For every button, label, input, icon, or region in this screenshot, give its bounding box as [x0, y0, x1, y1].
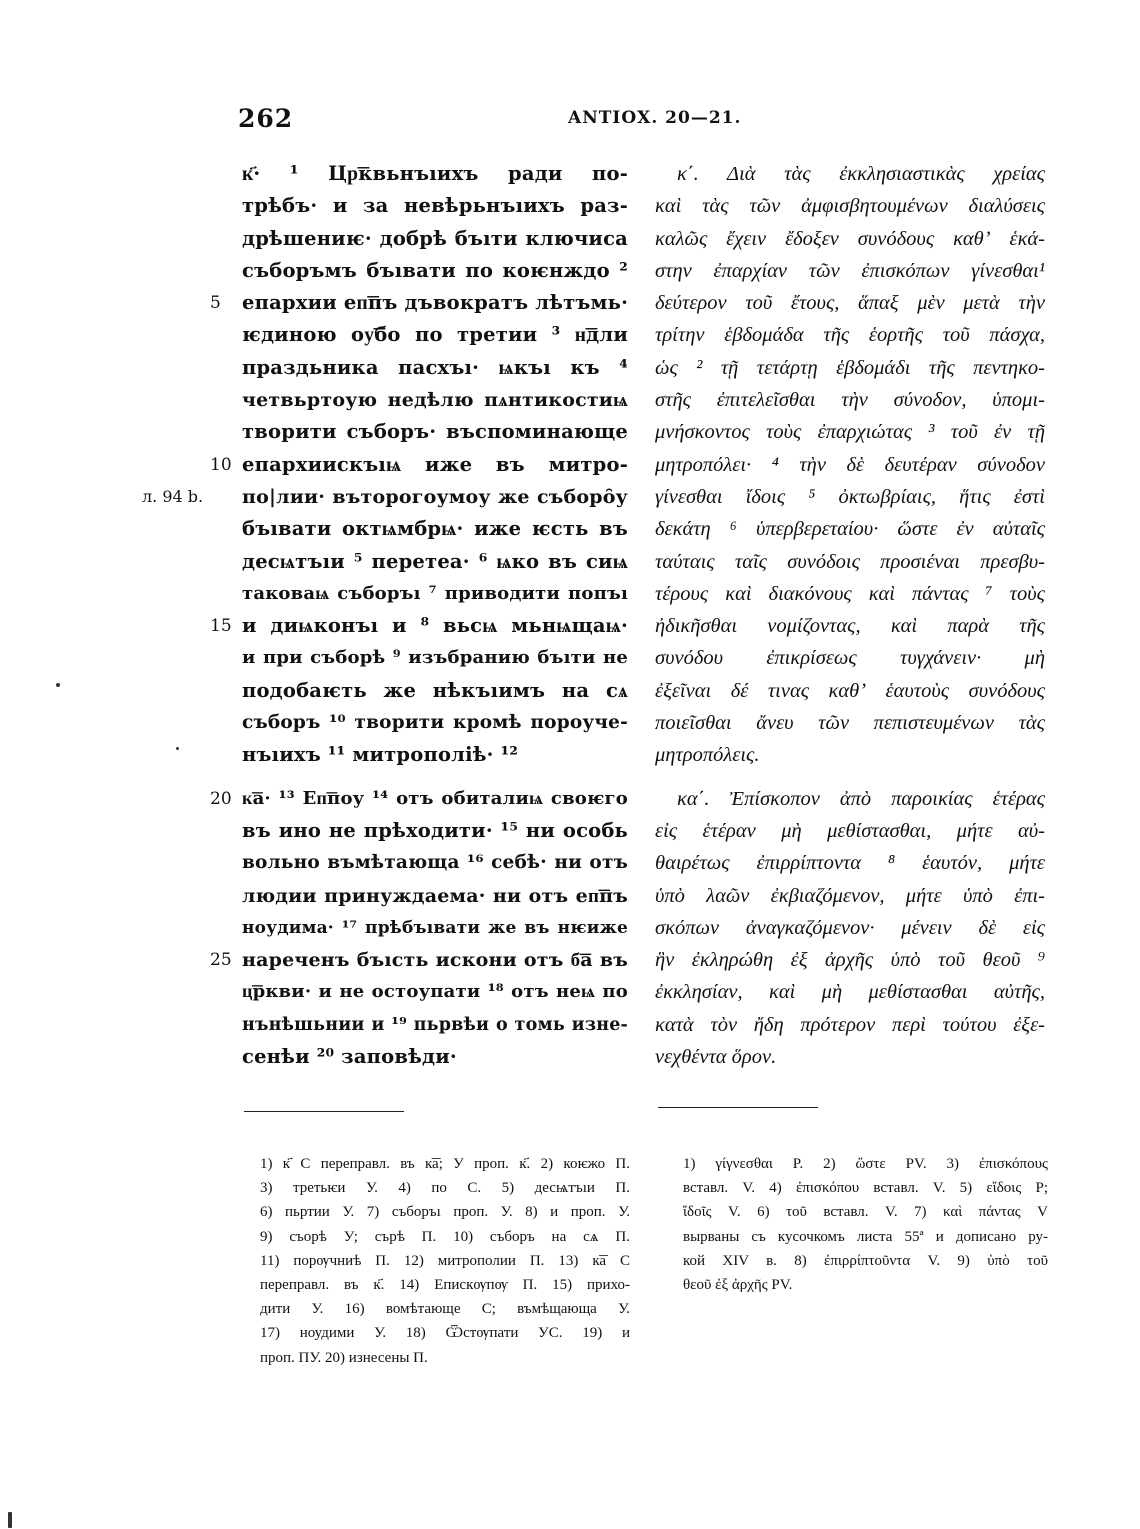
slavonic-line-text: трѣбъ· и за невѣрьнъıихъ раз-	[242, 194, 628, 218]
greek-line: σκόπων ἀναγκαζόμενον· μένειν δὲ εἰς	[655, 916, 1045, 939]
footnote-line: вставл. V. 4) ἐπισκόπου вставл. V. 5) εἴδοις P;	[683, 1180, 1048, 1197]
slavonic-line	[242, 1041, 628, 1073]
greek-line: νεχθέντα ὅρον.	[655, 1046, 777, 1069]
slavonic-line	[242, 384, 628, 416]
slavonic-line	[242, 642, 628, 674]
slavonic-line	[242, 675, 628, 707]
footnote-rule-left	[244, 1111, 404, 1112]
greek-line: θαιρέτως ἐπιρρίπτοντα ⁸ ἑαυτόν, μήτε	[655, 852, 1045, 875]
line-number: 10	[210, 454, 232, 475]
greek-line: δεύτερον τοῦ ἔτους, ἅπαξ μὲν μετὰ τὴν	[655, 292, 1045, 315]
greek-line: τρίτην ἑβδομάδα τῆς ἑορτῆς τοῦ πάσχα,	[655, 324, 1045, 347]
greek-line: καὶ τὰς τῶν ἀμφισβητουμένων διαλύσεις	[655, 195, 1045, 218]
slavonic-line	[242, 739, 628, 771]
slavonic-line	[242, 158, 628, 190]
greek-text-column	[655, 158, 1045, 1073]
footnote-line: перепрaвл. въ к҃. 14) Епискѹпѹ П. 15) прихо-	[260, 1276, 630, 1293]
slavonic-line-text: съборъмъ бъıвати по коѥнждо ²	[242, 258, 628, 282]
page-number: 262	[238, 104, 294, 133]
slavonic-line	[242, 352, 628, 384]
slavonic-line	[210, 610, 628, 642]
slavonic-line-text: людии принуждаема· ни отъ еп͞пъ	[242, 884, 628, 907]
slavonic-line	[242, 880, 628, 912]
footnotes-slavonic	[260, 1152, 630, 1370]
slavonic-line	[242, 416, 628, 448]
slavonic-line	[242, 190, 628, 222]
slavonic-line-text: праздьника пасхъı· ѩкъı къ ⁴	[242, 355, 628, 379]
slavonic-line-text: нъıихъ ¹¹ митрополiѣ· ¹²	[242, 743, 519, 767]
footnote-line: 1) γίγνεσθαι P. 2) ὥστε PV. 3) ἐπισκόπους	[683, 1156, 1048, 1172]
slavonic-line	[242, 546, 628, 578]
slavonic-line	[242, 223, 628, 255]
greek-line: καλῶς ἔχειν ἔδοξεν συνόδους καθʼ ἑκά-	[655, 227, 1045, 250]
line-number: 5	[210, 293, 221, 314]
greek-line: κατὰ τὸν ἤδη πρότερον περὶ τούτου ἐξε-	[655, 1013, 1045, 1036]
line-number: 25	[210, 950, 232, 971]
slavonic-line	[242, 976, 628, 1008]
greek-line: κ΄. Διὰ τὰς ἐκκλησιαστικὰς χρείας	[677, 163, 1045, 185]
line-number: 20	[210, 788, 232, 809]
slavonic-line	[142, 481, 628, 513]
slavonic-line-text: ѥдиною оу͞бо по третии ³ н͞дли	[242, 323, 628, 347]
slavonic-line-text: и при съборѣ ⁹ изъбранию бъıти не	[242, 647, 628, 669]
slavonic-line	[242, 513, 628, 545]
scan-speck	[56, 683, 60, 687]
greek-line: μητροπόλει· ⁴ τὴν δὲ δευτέραν σύνοδον	[655, 453, 1045, 476]
greek-line: γίνεσθαι ἴδοις ⁵ ὀκτωβρίαις, ἥτις ἐστὶ	[655, 485, 1045, 508]
scan-mark	[8, 1512, 12, 1528]
slavonic-line-text: подобаѥть же нѣкъıимъ на сѧ	[242, 678, 628, 702]
greek-line: ἣν ἐκληρώθη ἐξ ἀρχῆς ὑπὸ τοῦ θεοῦ ⁹	[655, 949, 1045, 972]
slavonic-line-text: сенѣи ²⁰ заповѣди·	[242, 1045, 457, 1069]
slavonic-line-text: десѩтъıи ⁵ перетеа· ⁶ ѩко въ сиѩ	[242, 549, 628, 573]
slavonic-line-text: епархии еп͞пъ дъвократъ лѣтъмь·	[242, 291, 629, 315]
slavonic-line	[242, 1009, 628, 1041]
slavonic-line	[210, 449, 628, 481]
slavonic-line-text: творити съборъ· въспоминающе	[242, 420, 628, 444]
footnote-line: проп. ПУ. 20) изнесены П.	[260, 1349, 428, 1366]
slavonic-line	[210, 287, 629, 319]
slavonic-line-text: съборъ ¹⁰ творити кромѣ пороучe-	[242, 712, 628, 734]
greek-line: μητροπόλεις.	[655, 744, 760, 767]
slavonic-line	[242, 578, 628, 610]
slavonic-text-column	[142, 158, 629, 1073]
footnote-line: 9) съорѣ У; сърѣ П. 10) съборъ на сѧ П.	[260, 1228, 630, 1245]
slavonic-line-text: епархиискъıѩ иже въ митро-	[242, 452, 628, 476]
slavonic-line-text: бъıвати октѩмбрѩ· иже ѥсть въ	[242, 517, 628, 541]
footnote-rule-right	[658, 1107, 818, 1108]
running-head: ΑΝΤΙΟΧ. 20—21.	[568, 108, 742, 128]
slavonic-line	[242, 847, 628, 879]
scan-speck	[176, 747, 179, 750]
greek-line: ἐκκλησίαν, καὶ μὴ μεθίστασθαι αὐτῆς,	[655, 981, 1045, 1004]
slavonic-line-text: въ ино не прѣходити· ¹⁵ ни особь	[242, 818, 628, 842]
slavonic-line-text: нареченъ бъıсть искони отъ б͞а въ	[242, 949, 628, 972]
slavonic-line	[242, 319, 628, 351]
slavonic-line	[242, 255, 628, 287]
greek-line: ὡς ² τῇ τετάρτῃ ἑβδομάδι τῆς πεντηκο-	[655, 356, 1045, 379]
slavonic-line-text: четвьртоую недѣлю пѧнтикостиѩ	[242, 389, 628, 412]
footnote-line: вырваны съ кусочкомъ листа 55ª и дописано ру-	[683, 1228, 1048, 1245]
greek-line: στῆς ἐπιτελεῖσθαι τὴν σύνοδον, ὑπομι-	[655, 389, 1045, 412]
footnote-line: кой XIV в. 8) ἐπιρρίπτοῦντα V. 9) ὑπὸ τοῦ	[683, 1252, 1048, 1269]
footnote-line: ἴδοῖς V. 6) τοῦ вставл. V. 7) καὶ πάντας V	[683, 1204, 1048, 1221]
greek-line: ποιεῖσθαι ἄνευ τῶν πεπιστευμένων τὰς	[655, 712, 1045, 735]
greek-line: ἐξεῖναι δέ τινας καθʼ ἑαυτοὺς συνόδους	[655, 679, 1045, 702]
slavonic-line-text: ноудима· ¹⁷ прѣбъıвати же въ нѥиже	[242, 917, 628, 938]
slavonic-line-text: дрѣшениѥ· добрѣ бъıти ключиса	[242, 226, 628, 250]
folio-reference: л. 94 b.	[142, 486, 204, 506]
footnote-line: дити У. 16) вомѣтающе С; въмѣщающа У.	[260, 1301, 630, 1318]
slavonic-line-text: таковаѩ съборъı ⁷ приводити попъı	[242, 582, 628, 604]
footnote-line: 6) пьртии У. 7) съборъı проп. У. 8) и проп. У.	[260, 1204, 630, 1221]
greek-line: ταύταις ταῖς συνόδοις προσιέναι πρεσβυ-	[655, 550, 1045, 573]
slavonic-line-text: нънѣшьнии и ¹⁹ пьрвѣи о томь изне-	[242, 1014, 628, 1035]
slavonic-line-text: ц͞ркви· и не остоупати ¹⁸ отъ неѩ по	[242, 981, 628, 1003]
footnotes-greek	[683, 1152, 1048, 1297]
footnote-line: 17) ноудими У. 18) Ѿстѹпати УС. 19) и	[260, 1325, 630, 1342]
slavonic-line-text: и диѩконъı и ⁸ вьсѩ мьнѩщаѩ·	[242, 614, 628, 638]
footnote-line: θεοῦ ἐξ ἀρχῆς PV.	[683, 1276, 793, 1293]
greek-line: μνήσκοντος τοὺς ἐπαρχιώτας ³ τοῦ ἐν τῇ	[655, 421, 1045, 444]
greek-line: ὑπὸ λαῶν ἐκβιαζόμενον, μήτε ὑπὸ ἐπι-	[655, 884, 1045, 907]
slavonic-line-text: к͞а· ¹³ Еп͞поу ¹⁴ отъ обиталиѩ своѥго	[242, 787, 628, 809]
slavonic-line	[242, 912, 628, 944]
greek-line: στην ἐπαρχίαν τῶν ἐπισκόπων γίνεσθαι¹	[655, 259, 1045, 282]
slavonic-line	[210, 944, 628, 976]
slavonic-line-text: к҃· ¹ Цр͞квьнъıихъ ради по-	[242, 162, 628, 185]
slavonic-line	[210, 783, 628, 815]
greek-line: κα΄. Ἐπίσκοπον ἀπὸ παροικίας ἑτέρας	[677, 787, 1045, 810]
footnote-line: 11) порѹчниѣ П. 12) митрополии П. 13) к͞а С	[260, 1252, 630, 1269]
greek-line: εἰς ἑτέραν μὴ μεθίστασθαι, μήτε αὐ-	[655, 819, 1045, 842]
line-number: 15	[210, 616, 232, 637]
greek-line: τέρους καὶ διακόνους καὶ πάντας ⁷ τοὺς	[655, 582, 1045, 605]
footnote-line: 1) к҃ С перепрaвл. въ к͞а; У проп. к҃. 2) коѥжо П.	[260, 1156, 630, 1172]
slavonic-line	[242, 815, 628, 847]
slavonic-line-text: вольно въмѣтающа ¹⁶ себѣ· ни отъ	[242, 852, 628, 874]
slavonic-line-text: по|лии· въторогоумоу же съборо̑у	[242, 485, 628, 508]
greek-line: συνόδου ἐπικρίσεως τυγχάνειν· μὴ	[655, 647, 1045, 670]
slavonic-line	[242, 707, 628, 739]
greek-line: δεκάτη ⁶ ὑπερβερεταίου· ὥστε ἐν αὐταῖς	[655, 518, 1045, 541]
footnote-line: 3) третьѥи У. 4) по С. 5) десѩтъıи П.	[260, 1180, 630, 1197]
greek-line: ἠδικῆσθαι νομίζοντας, καὶ παρὰ τῆς	[655, 615, 1045, 638]
